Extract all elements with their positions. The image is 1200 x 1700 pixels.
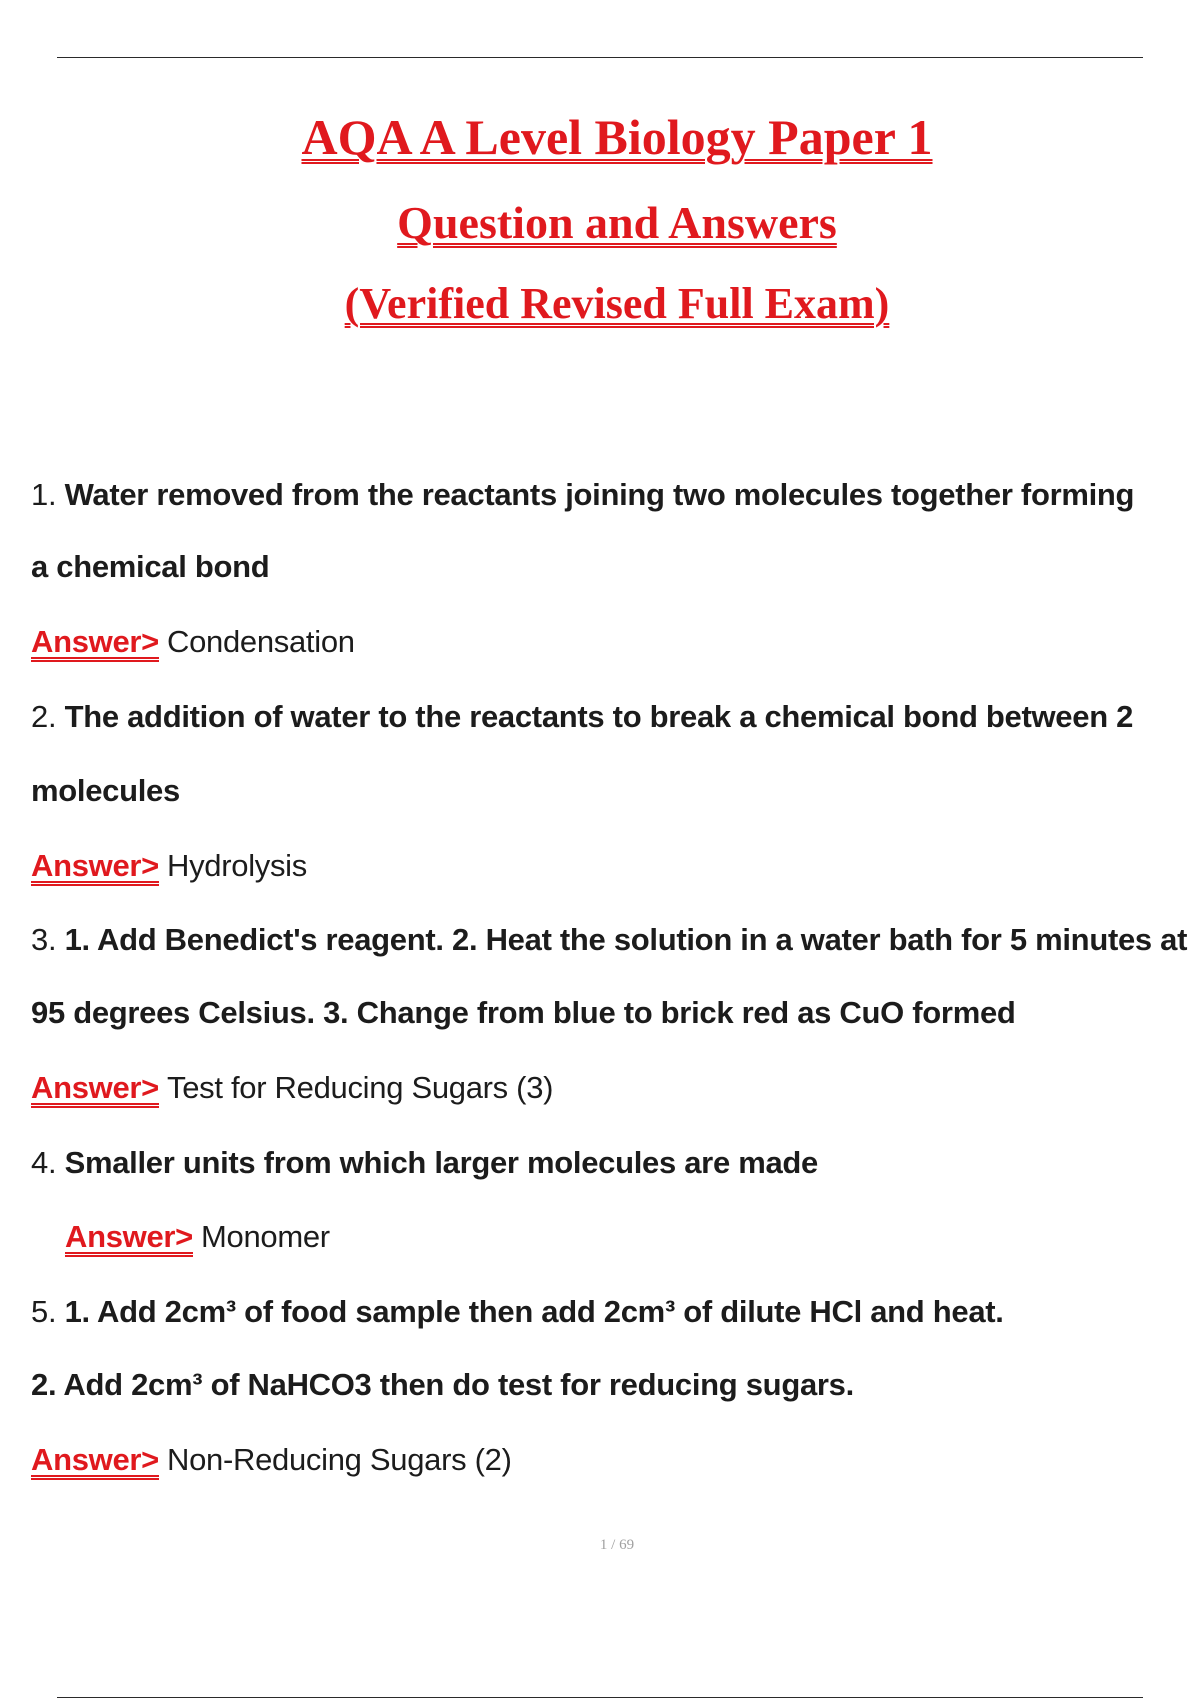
page-number: 1 / 69 bbox=[599, 1537, 635, 1553]
question-3-line-1: 3. 1. Add Benedict's reagent. 2. Heat the solution in a water bath for 5 minutes at bbox=[31, 922, 1188, 957]
top-rule bbox=[57, 57, 1143, 58]
answer-5 bbox=[31, 1440, 512, 1480]
answer-value: Condensation bbox=[167, 624, 355, 659]
answer-2 bbox=[31, 846, 307, 886]
question-5-line-1: 5. 1. Add 2cm³ of food sample then add 2cm³ of dilute HCl and heat. bbox=[31, 1294, 1004, 1329]
answer-value: Test for Reducing Sugars (3) bbox=[167, 1070, 554, 1105]
answer-value: Non-Reducing Sugars (2) bbox=[167, 1442, 512, 1477]
answer-1 bbox=[31, 622, 355, 662]
answer-3 bbox=[31, 1068, 553, 1108]
question-2-line-2: molecules bbox=[31, 773, 180, 808]
title-line-1: AQA A Level Biology Paper 1 bbox=[301, 109, 933, 165]
answer-label: Answer> bbox=[65, 1219, 193, 1254]
answer-label: Answer> bbox=[31, 1442, 159, 1477]
answer-label: Answer> bbox=[31, 1070, 159, 1105]
question-3-line-2: 95 degrees Celsius. 3. Change from blue to brick red as CuO formed bbox=[31, 995, 1016, 1030]
answer-4 bbox=[65, 1217, 330, 1257]
question-1-line-1: 1. Water removed from the reactants joining two molecules together forming bbox=[31, 477, 1135, 512]
title-line-2: Question and Answers bbox=[397, 197, 837, 248]
question-5-line-2: 2. Add 2cm³ of NaHCO3 then do test for reducing sugars. bbox=[31, 1367, 854, 1402]
question-2-line-1: 2. The addition of water to the reactants to break a chemical bond between 2 bbox=[31, 699, 1134, 734]
answer-value: Hydrolysis bbox=[167, 848, 307, 883]
question-4-line-1: 4. Smaller units from which larger molecules are made bbox=[31, 1145, 818, 1180]
answer-value: Monomer bbox=[201, 1219, 330, 1254]
bottom-rule bbox=[57, 1697, 1143, 1698]
title-line-3: (Verified Revised Full Exam) bbox=[344, 279, 890, 328]
answer-label: Answer> bbox=[31, 848, 159, 883]
answer-label: Answer> bbox=[31, 624, 159, 659]
question-1-line-2: a chemical bond bbox=[31, 549, 270, 584]
